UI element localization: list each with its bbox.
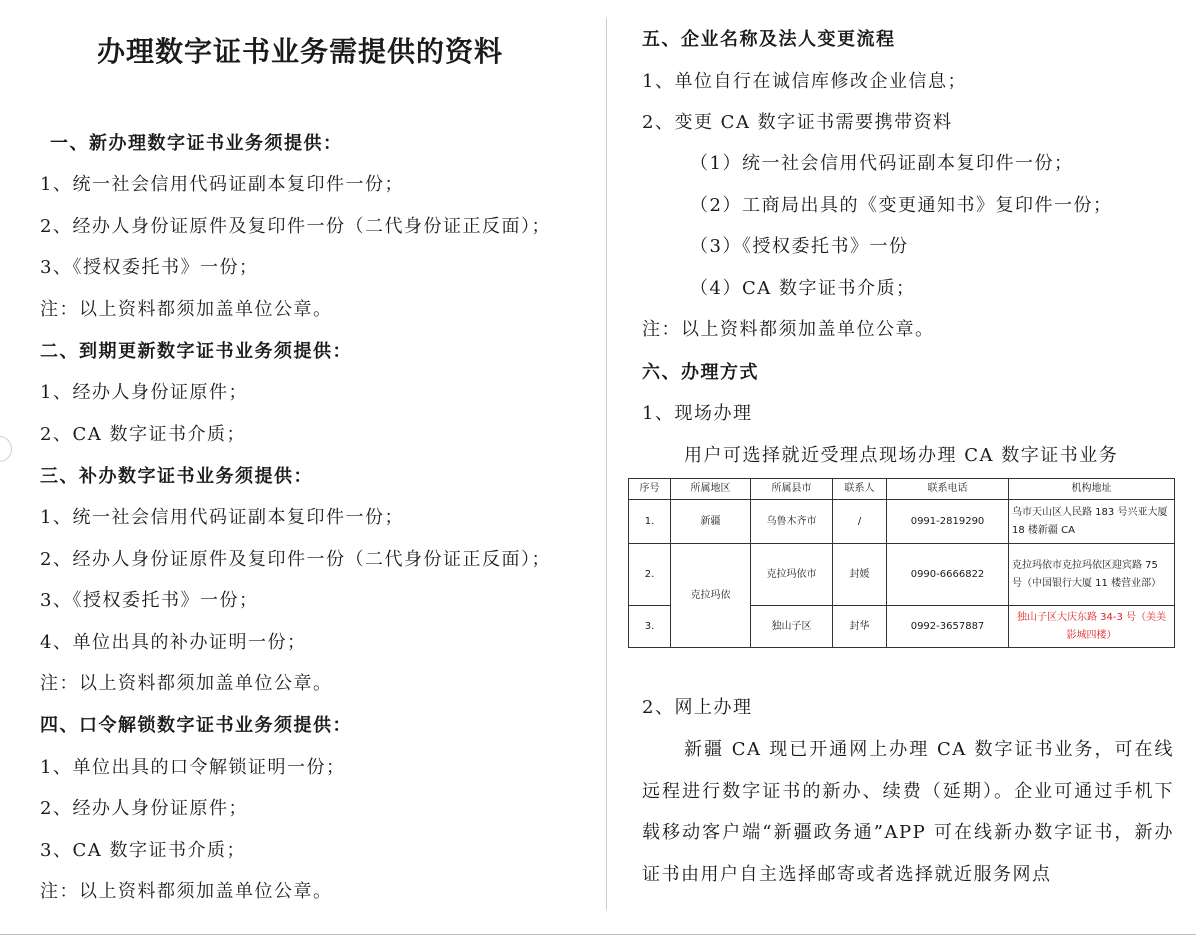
- section-3-item: 2、经办人身份证原件及复印件一份（二代身份证正反面）；: [40, 549, 551, 570]
- column-divider: [606, 18, 607, 910]
- section-3-item: 1、统一社会信用代码证副本复印件一份；: [40, 507, 404, 528]
- table-cell-phone: 0992-3657887: [887, 606, 1009, 648]
- table-cell-phone: 0991-2819290: [887, 500, 1009, 544]
- table-cell-contact: 封媛: [833, 544, 887, 606]
- section-1-item: 3、《授权委托书》一份；: [40, 257, 259, 278]
- table-cell-contact: /: [833, 500, 887, 544]
- section-1-item: 2、经办人身份证原件及复印件一份（二代身份证正反面）；: [40, 216, 551, 237]
- section-5-item: 2、变更 CA 数字证书需要携带资料: [642, 112, 953, 133]
- table-cell-city: 独山子区: [751, 606, 833, 648]
- section-5-subitem: （4）CA 数字证书介质；: [690, 278, 916, 299]
- section-4-item: 1、单位出具的口令解锁证明一份；: [40, 757, 346, 778]
- onsite-heading: 1、现场办理: [642, 403, 753, 424]
- section-1-heading: 一、新办理数字证书业务须提供：: [50, 133, 343, 154]
- section-4-note: 注：以上资料都须加盖单位公章。: [40, 881, 333, 902]
- section-4-heading: 四、口令解锁数字证书业务须提供：: [40, 715, 352, 736]
- section-2-heading: 二、到期更新数字证书业务须提供：: [40, 341, 352, 362]
- section-3-item: 4、单位出具的补办证明一份；: [40, 632, 307, 653]
- section-5-heading: 五、企业名称及法人变更流程: [642, 29, 896, 50]
- table-cell-address-highlight: 独山子区大庆东路 34-3 号（美美影城四楼）: [1009, 606, 1175, 648]
- section-1-note: 注：以上资料都须加盖单位公章。: [40, 299, 333, 320]
- section-3-heading: 三、补办数字证书业务须提供：: [40, 466, 313, 487]
- section-1-item: 1、统一社会信用代码证副本复印件一份；: [40, 174, 404, 195]
- page-title: 办理数字证书业务需提供的资料: [97, 35, 504, 68]
- table-header-row: [629, 479, 1175, 500]
- onsite-description: 用户可选择就近受理点现场办理 CA 数字证书业务: [684, 445, 1119, 466]
- table-cell-region: 新疆: [671, 500, 751, 544]
- table-cell-city: 乌鲁木齐市: [751, 500, 833, 544]
- online-heading: 2、网上办理: [642, 697, 753, 718]
- table-header-cell: 所属地区: [671, 479, 751, 500]
- section-5-subitem: （1）统一社会信用代码证副本复印件一份；: [690, 153, 1074, 174]
- table-row: [629, 500, 1175, 544]
- section-4-item: 3、CA 数字证书介质；: [40, 840, 246, 861]
- section-3-note: 注：以上资料都须加盖单位公章。: [40, 673, 333, 694]
- page-edge-circle: [0, 436, 12, 462]
- table-header-cell: 序号: [629, 479, 671, 500]
- section-3-item: 3、《授权委托书》一份；: [40, 590, 259, 611]
- table-cell-no: 1.: [629, 500, 671, 544]
- table-row: [629, 544, 1175, 606]
- table-header-cell: 联系人: [833, 479, 887, 500]
- table-cell-region: 克拉玛依: [671, 544, 751, 648]
- table-cell-address: 克拉玛依市克拉玛依区迎宾路 75 号（中国银行大厦 11 楼营业部）: [1009, 544, 1175, 606]
- office-table: [628, 478, 1175, 648]
- table-cell-no: 2.: [629, 544, 671, 606]
- section-5-note: 注：以上资料都须加盖单位公章。: [642, 319, 935, 340]
- page-bottom-border: [0, 934, 1196, 935]
- section-4-item: 2、经办人身份证原件；: [40, 798, 248, 819]
- table-cell-phone: 0990-6666822: [887, 544, 1009, 606]
- online-paragraph: 新疆 CA 现已开通网上办理 CA 数字证书业务，可在线远程进行数字证书的新办、续费（延期）。企业可通过手机下载移动客户端“新疆政务通”APP 可在线新办数字证书，新办证书由用户自主选择邮寄或者选择就近服务网点: [642, 739, 1174, 886]
- table-cell-no: 3.: [629, 606, 671, 648]
- table-cell-city: 克拉玛依市: [751, 544, 833, 606]
- section-6-heading: 六、办理方式: [642, 362, 759, 383]
- section-5-subitem: （2）工商局出具的《变更通知书》复印件一份；: [690, 195, 1113, 216]
- section-2-item: 1、经办人身份证原件；: [40, 382, 248, 403]
- table-header-cell: 联系电话: [887, 479, 1009, 500]
- table-cell-contact: 封华: [833, 606, 887, 648]
- table-header-cell: 所属县市: [751, 479, 833, 500]
- section-5-item: 1、单位自行在诚信库修改企业信息；: [642, 71, 967, 92]
- table-header-cell: 机构地址: [1009, 479, 1175, 500]
- table-cell-address: 乌市天山区人民路 183 号兴亚大厦 18 楼新疆 CA: [1009, 500, 1175, 544]
- section-5-subitem: （3）《授权委托书》一份: [690, 236, 909, 257]
- section-2-item: 2、CA 数字证书介质；: [40, 424, 246, 445]
